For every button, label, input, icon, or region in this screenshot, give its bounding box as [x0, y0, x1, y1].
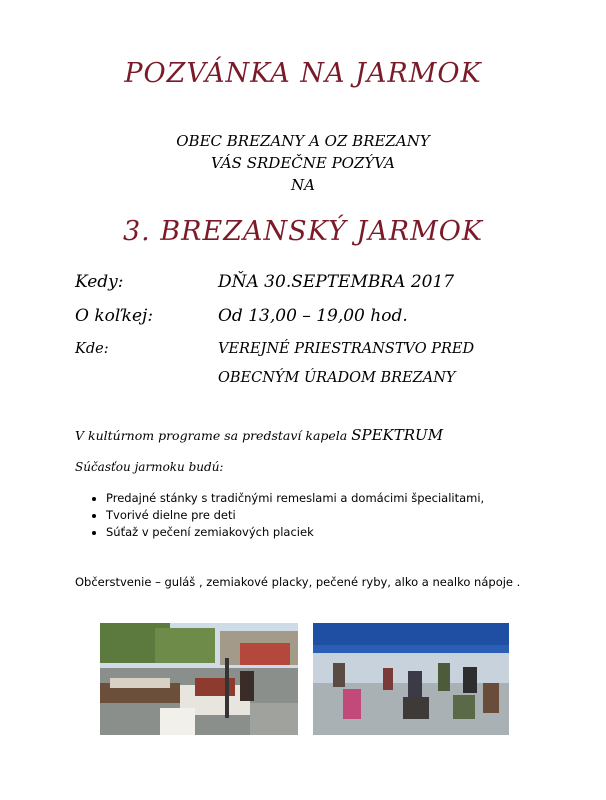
list-item: • Predajné stánky s tradičnými remeslami a domácimi špecialitami,	[106, 490, 484, 507]
invitation-line-1: OBEC BREZANY A OZ BREZANY	[176, 132, 430, 150]
invitation-line-2: VÁS SRDEČNE POZÝVA	[211, 154, 395, 172]
refreshments-text: Občerstvenie – guláš , zemiakové placky, pečené ryby, alko a nealko nápoje .	[75, 575, 521, 589]
market-photo-1	[100, 623, 298, 735]
band-name: SPEKTRUM	[351, 426, 444, 444]
time-label: O koľkej:	[75, 306, 154, 326]
culture-program	[75, 426, 443, 444]
where-label: Kde:	[75, 341, 109, 357]
list-item: • Súťaž v pečení zemiakových placiek	[106, 524, 484, 541]
market-photo-1-image	[100, 623, 298, 735]
market-photo-2-image	[313, 623, 509, 735]
where-line-1: VEREJNÉ PRIESTRANSTVO PRED	[218, 341, 475, 357]
page-title: POZVÁNKA NA JARMOK	[124, 58, 482, 89]
program-list	[88, 490, 484, 541]
when-value: DŇA 30.SEPTEMBRA 2017	[218, 272, 455, 292]
when-label: Kedy:	[75, 272, 124, 292]
list-item: • Tvorivé dielne pre deti	[106, 507, 484, 524]
part-label: Súčasťou jarmoku budú:	[75, 460, 224, 474]
where-line-2: OBECNÝM ÚRADOM BREZANY	[218, 370, 456, 386]
market-photo-2	[313, 623, 509, 735]
invitation-line-3: NA	[291, 176, 315, 194]
event-name: 3. BREZANSKÝ JARMOK	[122, 216, 484, 247]
time-value: Od 13,00 – 19,00 hod.	[218, 306, 408, 326]
culture-text: V kultúrnom programe sa predstaví kapela	[75, 428, 352, 443]
